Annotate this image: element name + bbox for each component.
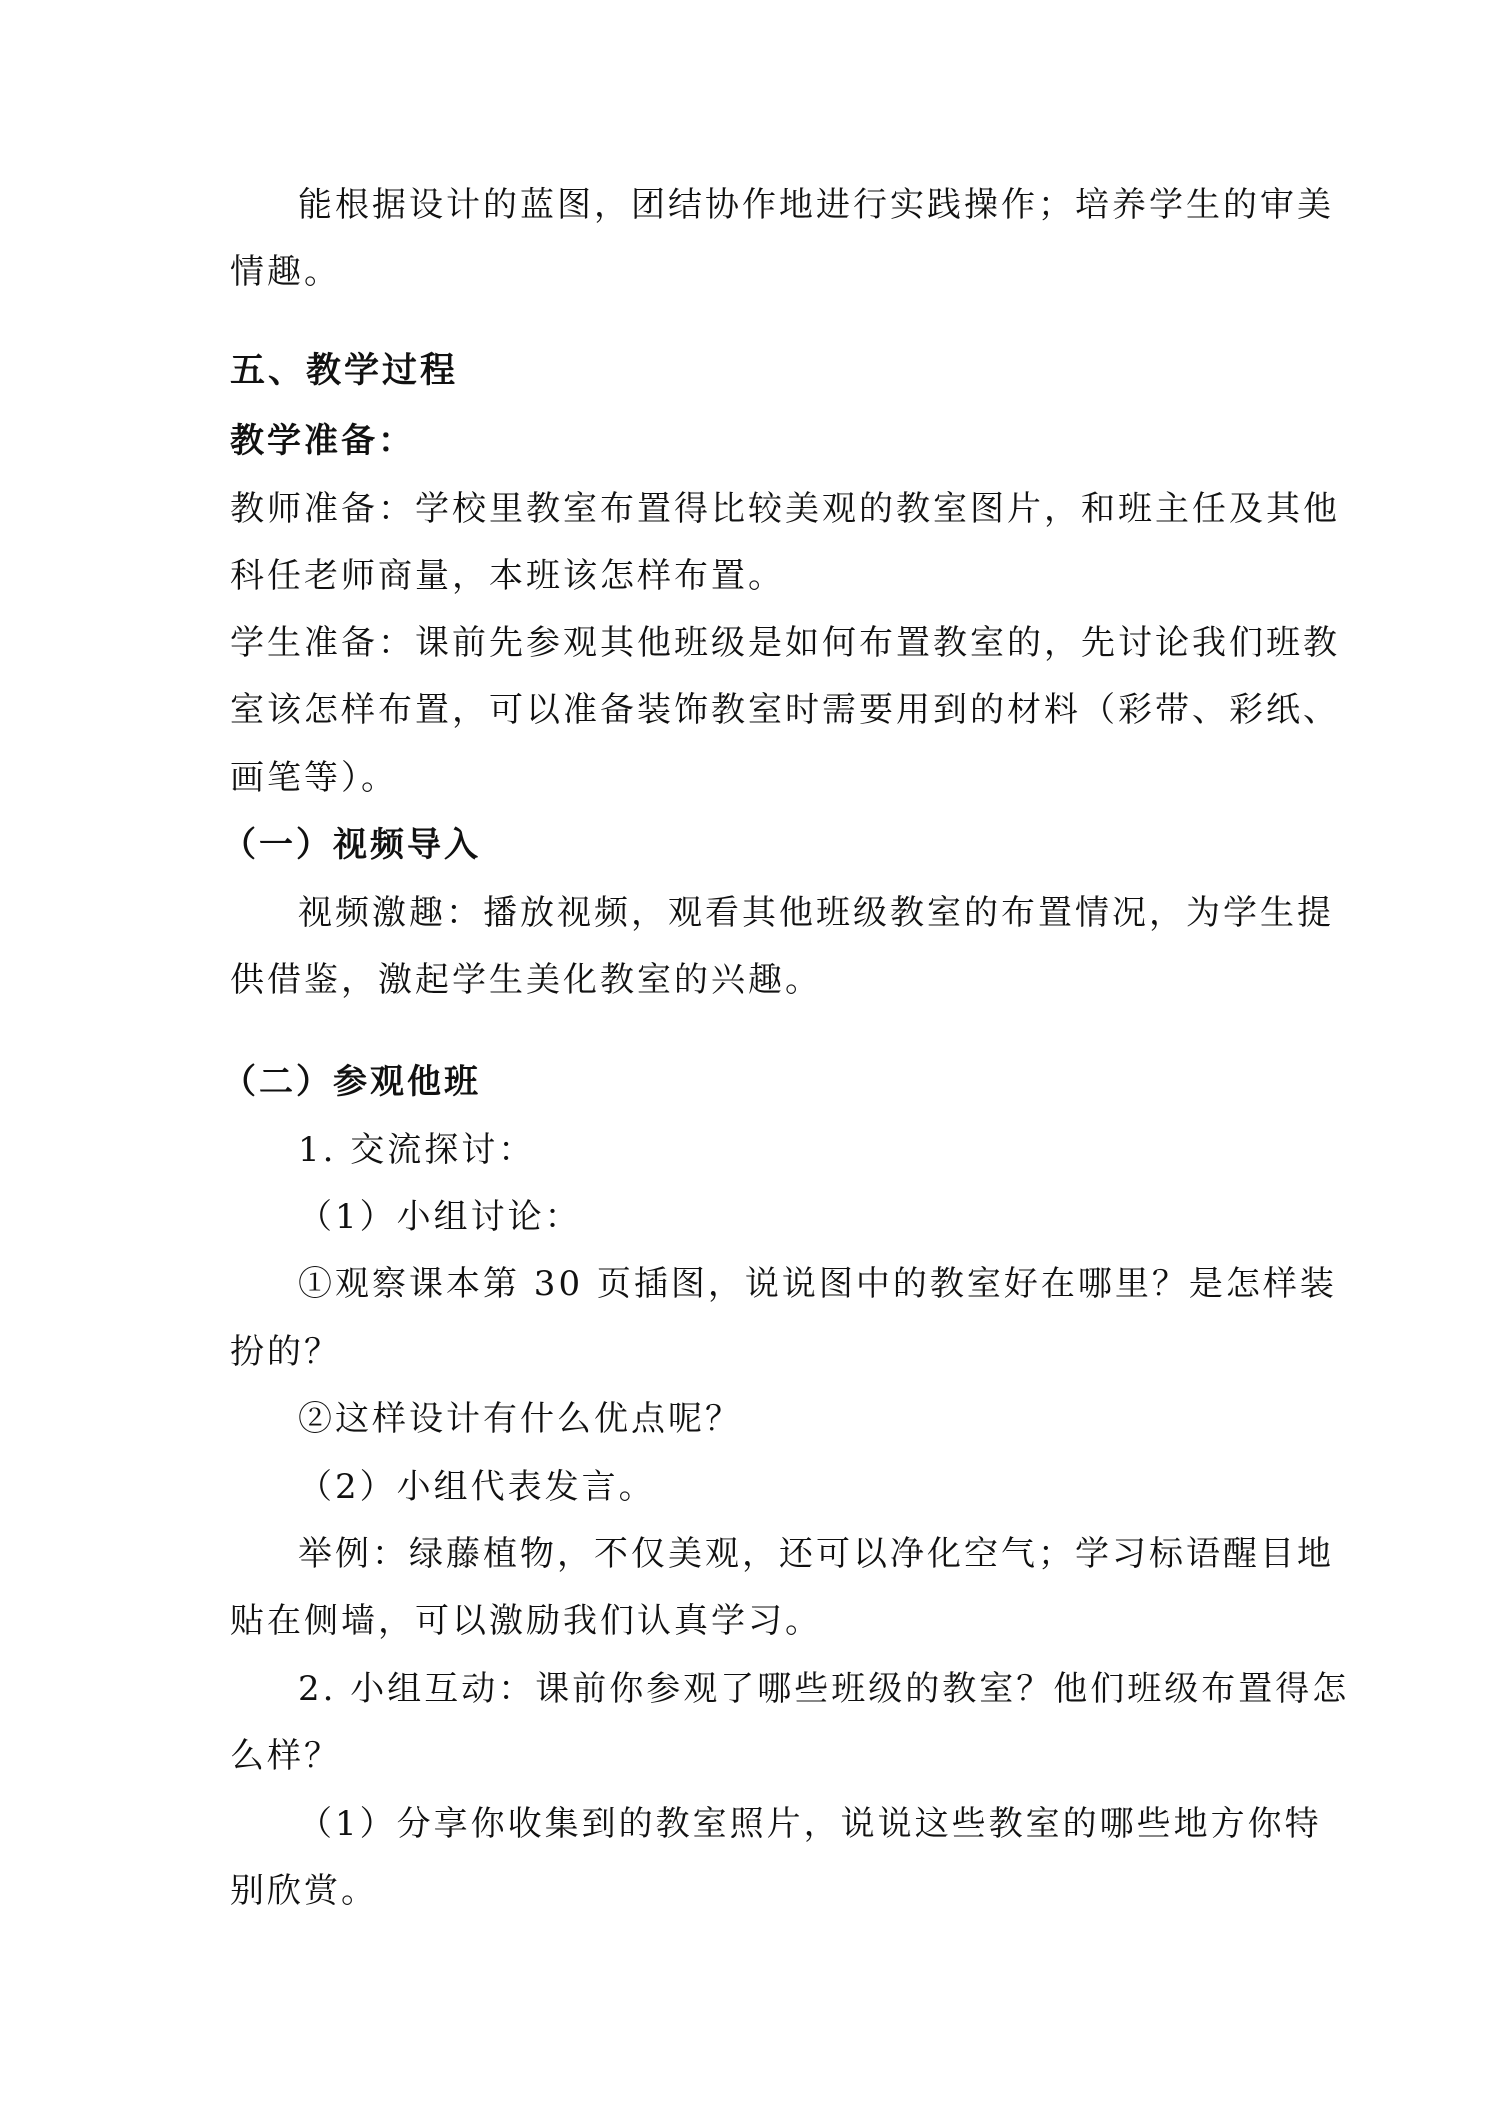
paragraph-line: （1）小组讨论：: [298, 1197, 582, 1237]
section-heading: 五、教学过程: [230, 351, 459, 391]
paragraph-line: 别欣赏。: [230, 1871, 378, 1911]
paragraph-line: 能根据设计的蓝图，团结协作地进行实践操作；培养学生的审美: [298, 185, 1334, 225]
subsection-heading: （二）参观他班: [222, 1062, 481, 1102]
paragraph-line: 扮的？: [230, 1332, 341, 1372]
paragraph-line: 画笔等）。: [230, 758, 398, 798]
paragraph-line: 供借鉴，激起学生美化教室的兴趣。: [230, 960, 822, 1000]
paragraph-line: 情趣。: [230, 252, 341, 292]
paragraph-line: 科任老师商量，本班该怎样布置。: [230, 556, 785, 596]
subsection-heading: 教学准备：: [230, 421, 415, 461]
paragraph-line: 2. 小组互动：课前你参观了哪些班级的教室？他们班级布置得怎: [298, 1669, 1350, 1709]
paragraph-line: 举例：绿藤植物，不仅美观，还可以净化空气；学习标语醒目地: [298, 1534, 1334, 1574]
paragraph-line: 贴在侧墙，可以激励我们认真学习。: [230, 1601, 822, 1641]
paragraph-line: 室该怎样布置，可以准备装饰教室时需要用到的材料（彩带、彩纸、: [230, 690, 1340, 730]
subsection-heading: （一）视频导入: [222, 825, 481, 865]
paragraph-line: ①观察课本第 30 页插图，说说图中的教室好在哪里？是怎样装: [298, 1264, 1337, 1304]
paragraph-line: ②这样设计有什么优点呢？: [298, 1399, 742, 1439]
paragraph-line: 教师准备：学校里教室布置得比较美观的教室图片，和班主任及其他: [230, 489, 1340, 529]
paragraph-line: （2）小组代表发言。: [298, 1467, 656, 1507]
paragraph-line: 么样？: [230, 1736, 341, 1776]
paragraph-line: 视频激趣：播放视频，观看其他班级教室的布置情况，为学生提: [298, 893, 1334, 933]
paragraph-line: 学生准备：课前先参观其他班级是如何布置教室的，先讨论我们班教: [230, 623, 1340, 663]
paragraph-line: （1）分享你收集到的教室照片，说说这些教室的哪些地方你特: [298, 1804, 1322, 1844]
paragraph-line: 1. 交流探讨：: [298, 1130, 536, 1170]
